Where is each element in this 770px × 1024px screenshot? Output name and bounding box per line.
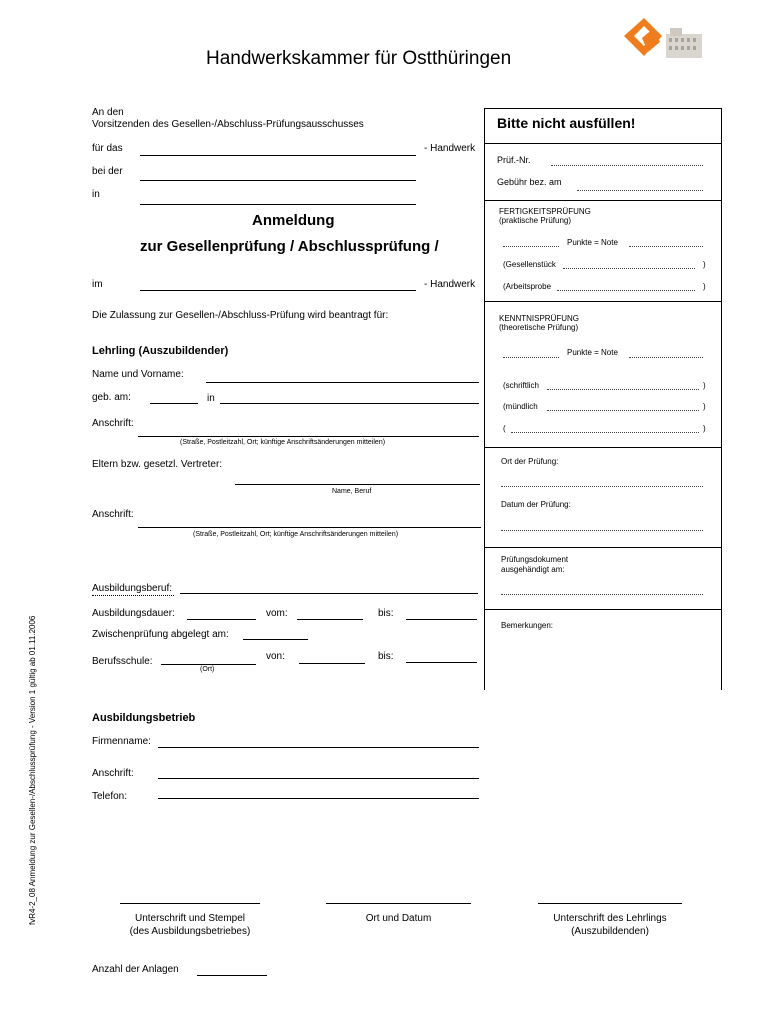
- field-im[interactable]: [140, 290, 416, 291]
- paren-close-3: ): [703, 381, 706, 390]
- box-dokument-section: [484, 548, 722, 610]
- label-zwischenpruefung: Zwischenprüfung abgelegt am:: [92, 629, 229, 640]
- signature-label-lehrling-1: Unterschrift des Lehrlings: [553, 913, 667, 924]
- label-fuer-das: für das: [92, 143, 123, 154]
- paren-close-4: ): [703, 402, 706, 411]
- label-pruef-nr: Prüf.-Nr.: [497, 155, 531, 165]
- label-geb-am: geb. am:: [92, 392, 131, 403]
- signature-label-ort-datum: Ort und Datum: [365, 913, 432, 924]
- anschrift-hint: (Straße, Postleitzahl, Ort; künftige Anschriftsänderungen mitteilen): [180, 439, 386, 446]
- box-pruefnr-section: [484, 143, 722, 201]
- signature-label-betrieb-1: Unterschrift und Stempel: [134, 913, 246, 924]
- heading-anmeldung: Anmeldung: [252, 212, 335, 229]
- label-anschrift-betrieb: Anschrift:: [92, 768, 134, 779]
- anschrift-hint-2: (Straße, Postleitzahl, Ort; künftige Anschriftsänderungen mitteilen): [193, 531, 399, 538]
- field-datum-pruefung[interactable]: [501, 530, 703, 531]
- label-punkte-note: Punkte = Note: [567, 238, 618, 247]
- field-anschrift-betrieb[interactable]: [158, 778, 479, 779]
- label-in: in: [92, 189, 100, 200]
- label-name-vorname: Name und Vorname:: [92, 369, 184, 380]
- label-geb-in: in: [207, 393, 215, 404]
- heading-ausbildungsbetrieb: Ausbildungsbetrieb: [92, 712, 196, 724]
- heading-lehrling: Lehrling (Auszubildender): [92, 345, 229, 357]
- box-kenntnis-section: [484, 302, 722, 448]
- fertigkeit-sub: (praktische Prüfung): [499, 216, 572, 225]
- name-beruf-hint: Name, Beruf: [332, 488, 372, 495]
- field-anschrift[interactable]: [138, 436, 479, 437]
- field-anzahl-anlagen[interactable]: [197, 975, 267, 976]
- box-heading: Bitte nicht ausfüllen!: [497, 115, 636, 131]
- label-dokument-2: ausgehändigt am:: [501, 565, 565, 574]
- paren-close-5: ): [703, 424, 706, 433]
- label-ort-pruefung: Ort der Prüfung:: [501, 457, 559, 466]
- label-ausbildungsberuf: Ausbildungsberuf:: [92, 583, 173, 594]
- label-handwerk: - Handwerk: [424, 143, 476, 154]
- label-arbeitsprobe: (Arbeitsprobe: [503, 282, 552, 291]
- berufs-dotline: [92, 595, 174, 596]
- fertigkeit-title: FERTIGKEITSPRÜFUNG: [499, 207, 591, 216]
- label-telefon: Telefon:: [92, 791, 128, 802]
- paren-close-1: ): [703, 260, 706, 269]
- label-datum-pruefung: Datum der Prüfung:: [501, 500, 571, 509]
- field-ausbildungsberuf[interactable]: [180, 593, 478, 594]
- field-fert-note[interactable]: [629, 246, 703, 247]
- label-dokument-1: Prüfungsdokument: [501, 555, 569, 564]
- zulassung-text: Die Zulassung zur Gesellen-/Abschluss-Prüfung wird beantragt für:: [92, 310, 389, 321]
- heading-pruefung: zur Gesellenprüfung / Abschlussprüfung /: [140, 238, 439, 255]
- signature-line-lehrling[interactable]: [538, 903, 682, 904]
- field-fuer-das[interactable]: [140, 155, 416, 156]
- signature-line-betrieb[interactable]: [120, 903, 260, 904]
- box-bemerkungen-section: [484, 610, 722, 690]
- field-kennt-punkte[interactable]: [503, 357, 559, 358]
- label-bei-der: bei der: [92, 166, 123, 177]
- label-punkte-note-2: Punkte = Note: [567, 348, 618, 357]
- field-bis[interactable]: [406, 619, 477, 620]
- label-firmenname: Firmenname:: [92, 736, 151, 747]
- field-geb-am[interactable]: [150, 403, 198, 404]
- field-dokument[interactable]: [501, 594, 703, 595]
- field-vom[interactable]: [297, 619, 363, 620]
- signature-label-betrieb-2: (des Ausbildungsbetriebes): [129, 926, 251, 937]
- field-zwischenpruefung[interactable]: [243, 639, 308, 640]
- kenntnis-title: KENNTNISPRÜFUNG: [499, 314, 580, 323]
- address-line-2: Vorsitzenden des Gesellen-/Abschluss-Prüfungsausschusses: [92, 119, 364, 130]
- field-eltern[interactable]: [235, 484, 480, 485]
- label-gesellenstueck: (Gesellenstück: [503, 260, 556, 269]
- chamber-logo: [622, 16, 704, 68]
- label-handwerk-2: - Handwerk: [424, 279, 476, 290]
- label-im: im: [92, 279, 103, 290]
- label-gebuehr: Gebühr bez. am: [497, 177, 562, 187]
- field-bis-2[interactable]: [406, 662, 477, 663]
- form-version-note: fvR4-2_08 Anmeldung zur Gesellen-/Abschlussprüfung - Version 1 gültig ab 01.11.2006: [28, 615, 37, 925]
- address-line-1: An den: [92, 107, 124, 118]
- box-fertigkeit-section: [484, 201, 722, 302]
- field-ort-pruefung[interactable]: [501, 486, 703, 487]
- paren-open: (: [503, 424, 506, 433]
- label-anzahl-anlagen: Anzahl der Anlagen: [92, 964, 179, 975]
- field-name-vorname[interactable]: [206, 382, 479, 383]
- label-von: von:: [266, 651, 285, 662]
- field-berufsschule[interactable]: [161, 664, 256, 665]
- label-anschrift-eltern: Anschrift:: [92, 509, 134, 520]
- field-gesellenstueck[interactable]: [563, 268, 695, 269]
- label-bis-2: bis:: [378, 651, 394, 662]
- signature-line-ort-datum[interactable]: [326, 903, 471, 904]
- field-pruef-nr[interactable]: [551, 165, 703, 166]
- label-bis: bis:: [378, 608, 394, 619]
- label-vom: vom:: [266, 608, 288, 619]
- box-ort-datum-section: [484, 448, 722, 548]
- label-berufsschule: Berufsschule:: [92, 656, 153, 667]
- field-gebuehr[interactable]: [577, 190, 703, 191]
- label-muendlich: (mündlich: [503, 402, 538, 411]
- label-eltern: Eltern bzw. gesetzl. Vertreter:: [92, 459, 223, 470]
- field-firmenname[interactable]: [158, 747, 479, 748]
- field-muendlich[interactable]: [547, 410, 699, 411]
- field-telefon[interactable]: [158, 798, 479, 799]
- paren-close-2: ): [703, 282, 706, 291]
- field-von[interactable]: [299, 663, 365, 664]
- label-ausbildungsdauer: Ausbildungsdauer:: [92, 608, 175, 619]
- page-title: Handwerkskammer für Ostthüringen: [206, 48, 512, 69]
- field-bei-der[interactable]: [140, 180, 416, 181]
- field-fert-punkte[interactable]: [503, 246, 559, 247]
- kenntnis-sub: (theoretische Prüfung): [499, 323, 579, 332]
- field-schriftlich[interactable]: [547, 389, 699, 390]
- label-schriftlich: (schriftlich: [503, 381, 540, 390]
- field-in[interactable]: [140, 204, 416, 205]
- field-sonstige[interactable]: [511, 432, 699, 433]
- label-anschrift: Anschrift:: [92, 418, 134, 429]
- field-arbeitsprobe[interactable]: [557, 290, 695, 291]
- field-ausbildungsdauer[interactable]: [187, 619, 256, 620]
- field-kennt-note[interactable]: [629, 357, 703, 358]
- signature-label-lehrling-2: (Auszubildenden): [571, 926, 649, 937]
- label-bemerkungen[interactable]: Bemerkungen:: [501, 621, 554, 630]
- ort-hint: (Ort): [200, 666, 215, 673]
- box-heading-section: [484, 108, 722, 144]
- field-geb-in[interactable]: [220, 403, 479, 404]
- field-anschrift-eltern[interactable]: [138, 527, 481, 528]
